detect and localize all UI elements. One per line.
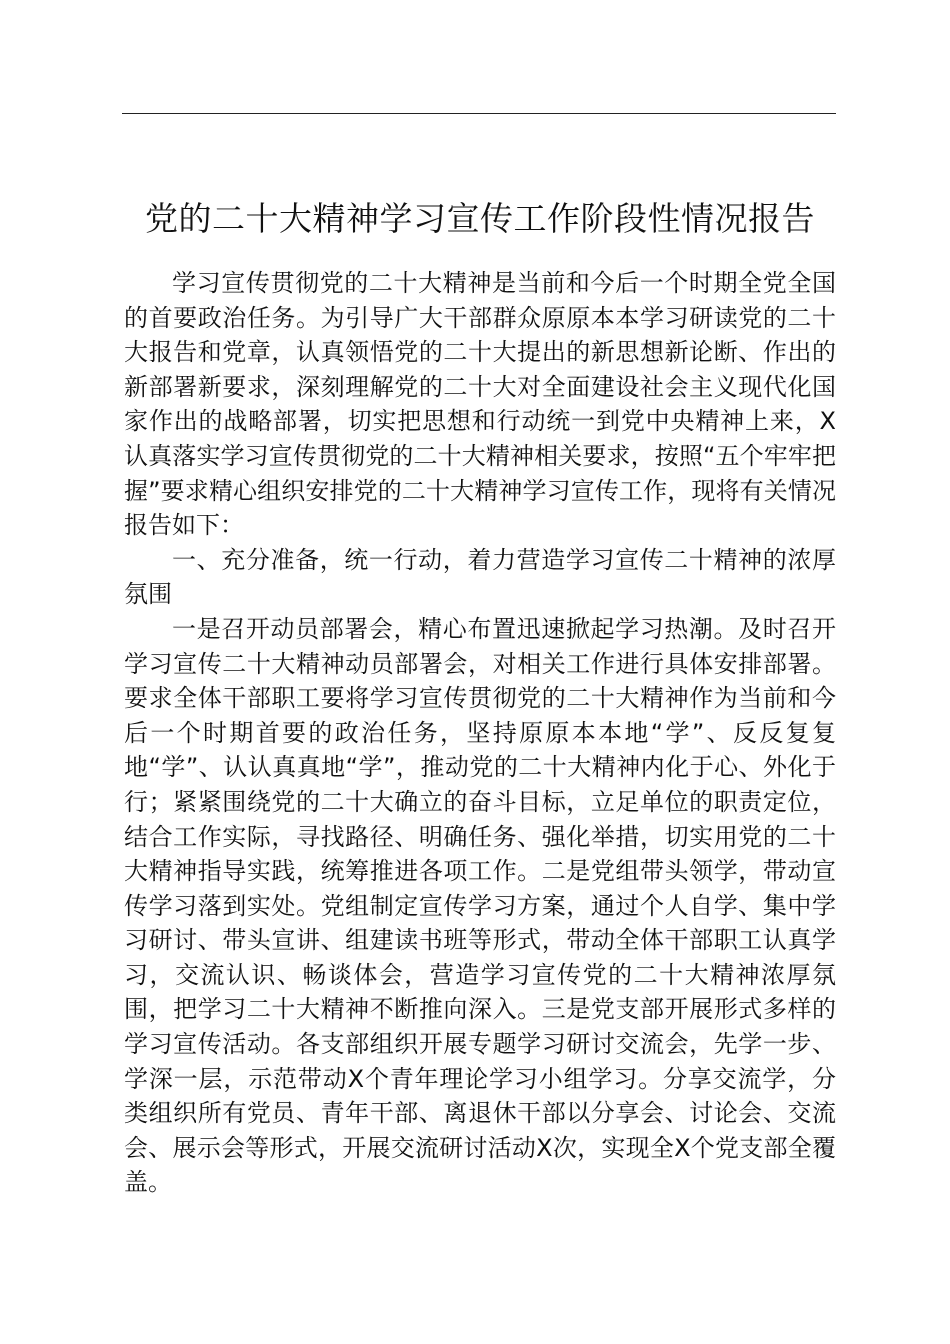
paragraph-intro: 学习宣传贯彻党的二十大精神是当前和今后一个时期全党全国的首要政治任务。为引导广大干部群众原原本本学习研读党的二十大报告和党章，认真领悟党的二十大提出的新思想新论断、作出的新部署新要求，深刻理解党的二十大对全面建设社会主义现代化国家作出的战略部署，切实把思想和行动统一到党中央精神上来，X认真落实学习宣传贯彻党的二十大精神相关要求，按照“五个牢牢把握”要求精心组织安排党的二十大精神学习宣传工作，现将有关情况报告如下： (124, 269, 836, 540)
document-body (124, 266, 836, 1200)
header-rule (122, 113, 836, 114)
paragraph-section-1: 一是召开动员部署会，精心布置迅速掀起学习热潮。及时召开学习宣传二十大精神动员部署会，对相关工作进行具体安排部署。要求全体干部职工要将学习宣传贯彻党的二十大精神作为当前和今后一个时期首要的政治任务，坚持原原本本地“学”、反反复复地“学”、认认真真地“学”，推动党的二十大精神内化于心、外化于行；紧紧围绕党的二十大确立的奋斗目标，立足单位的职责定位，结合工作实际，寻找路径、明确任务、强化举措，切实用党的二十大精神指导实践，统筹推进各项工作。二是党组带头领学，带动宣传学习落到实处。党组制定宣传学习方案，通过个人自学、集中学习研讨、带头宣讲、组建读书班等形式，带动全体干部职工认真学习，交流认识、畅谈体会，营造学习宣传党的二十大精神浓厚氛围，把学习二十大精神不断推向深入。三是党支部开展形式多样的学习宣传活动。各支部组织开展专题学习研讨交流会，先学一步、学深一层，示范带动X个青年理论学习小组学习。分享交流学，分类组织所有党员、青年干部、离退休干部以分享会、讨论会、交流会、展示会等形式，开展交流研讨活动X次，实现全X个党支部全覆盖。 (124, 614, 836, 1197)
document-title: 党的二十大精神学习宣传工作阶段性情况报告 (145, 199, 815, 239)
section-heading-1: 一、充分准备，统一行动，着力营造学习宣传二十精神的浓厚氛围 (124, 545, 836, 609)
